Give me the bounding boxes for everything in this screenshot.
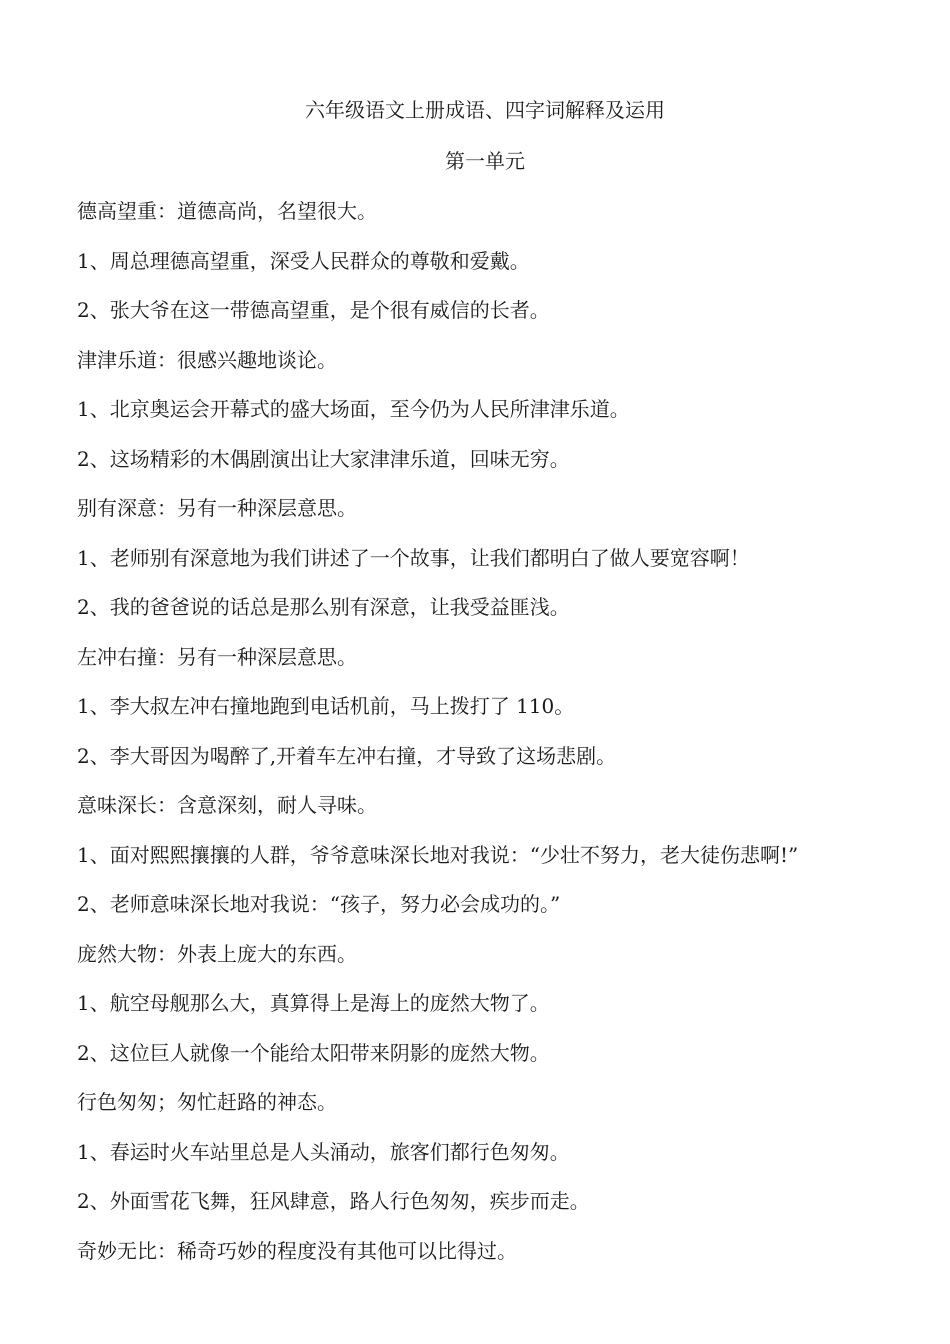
idiom-definition: 左冲右撞：另有一种深层意思。 bbox=[77, 644, 357, 669]
example-sentence: 1、春运时火车站里总是人头涌动，旅客们都行色匆匆。 bbox=[77, 1139, 570, 1164]
document-title: 六年级语文上册成语、四字词解释及运用 bbox=[305, 98, 665, 122]
example-sentence: 2、这位巨人就像一个能给太阳带来阴影的庞然大物。 bbox=[77, 1040, 550, 1065]
idiom-definition: 别有深意：另有一种深层意思。 bbox=[77, 496, 357, 520]
example-sentence: 1、面对熙熙攘攘的人群，爷爷意味深长地对我说：“少壮不努力，老大徒伤悲啊!” bbox=[77, 842, 799, 867]
example-sentence: 1、老师别有深意地为我们讲述了一个故事，让我们都明白了做人要宽容啊！ bbox=[77, 545, 750, 570]
example-sentence: 2、老师意味深长地对我说：“孩子，努力必会成功的。” bbox=[77, 892, 561, 916]
example-sentence: 1、李大叔左冲右撞地跑到电话机前，马上拨打了 110。 bbox=[77, 694, 575, 718]
idiom-definition: 奇妙无比：稀奇巧妙的程度没有其他可以比得过。 bbox=[77, 1238, 517, 1263]
unit-heading: 第一单元 bbox=[445, 149, 525, 173]
idiom-definition: 津津乐道：很感兴趣地谈论。 bbox=[77, 347, 337, 372]
document-body bbox=[77, 197, 937, 1286]
example-sentence: 1、北京奥运会开幕式的盛大场面，至今仍为人民所津津乐道。 bbox=[77, 397, 630, 421]
example-sentence: 2、这场精彩的木偶剧演出让大家津津乐道，回味无穷。 bbox=[77, 446, 570, 471]
example-sentence: 2、李大哥因为喝醉了,开着车左冲右撞，才导致了这场悲剧。 bbox=[77, 743, 617, 768]
idiom-definition: 行色匆匆；匆忙赶路的神态。 bbox=[77, 1090, 337, 1114]
example-sentence: 2、张大爷在这一带德高望重，是个很有威信的长者。 bbox=[77, 298, 550, 322]
example-sentence: 2、外面雪花飞舞，狂风肆意，路人行色匆匆，疾步而走。 bbox=[77, 1189, 590, 1213]
example-sentence: 1、周总理德高望重，深受人民群众的尊敬和爱戴。 bbox=[77, 248, 530, 273]
example-sentence: 1、航空母舰那么大，真算得上是海上的庞然大物了。 bbox=[77, 991, 550, 1015]
idiom-definition: 意味深长：含意深刻，耐人寻味。 bbox=[77, 793, 377, 817]
idiom-definition: 德高望重：道德高尚，名望很大。 bbox=[77, 199, 377, 223]
idiom-definition: 庞然大物：外表上庞大的东西。 bbox=[77, 941, 357, 966]
example-sentence: 2、我的爸爸说的话总是那么别有深意，让我受益匪浅。 bbox=[77, 595, 570, 619]
